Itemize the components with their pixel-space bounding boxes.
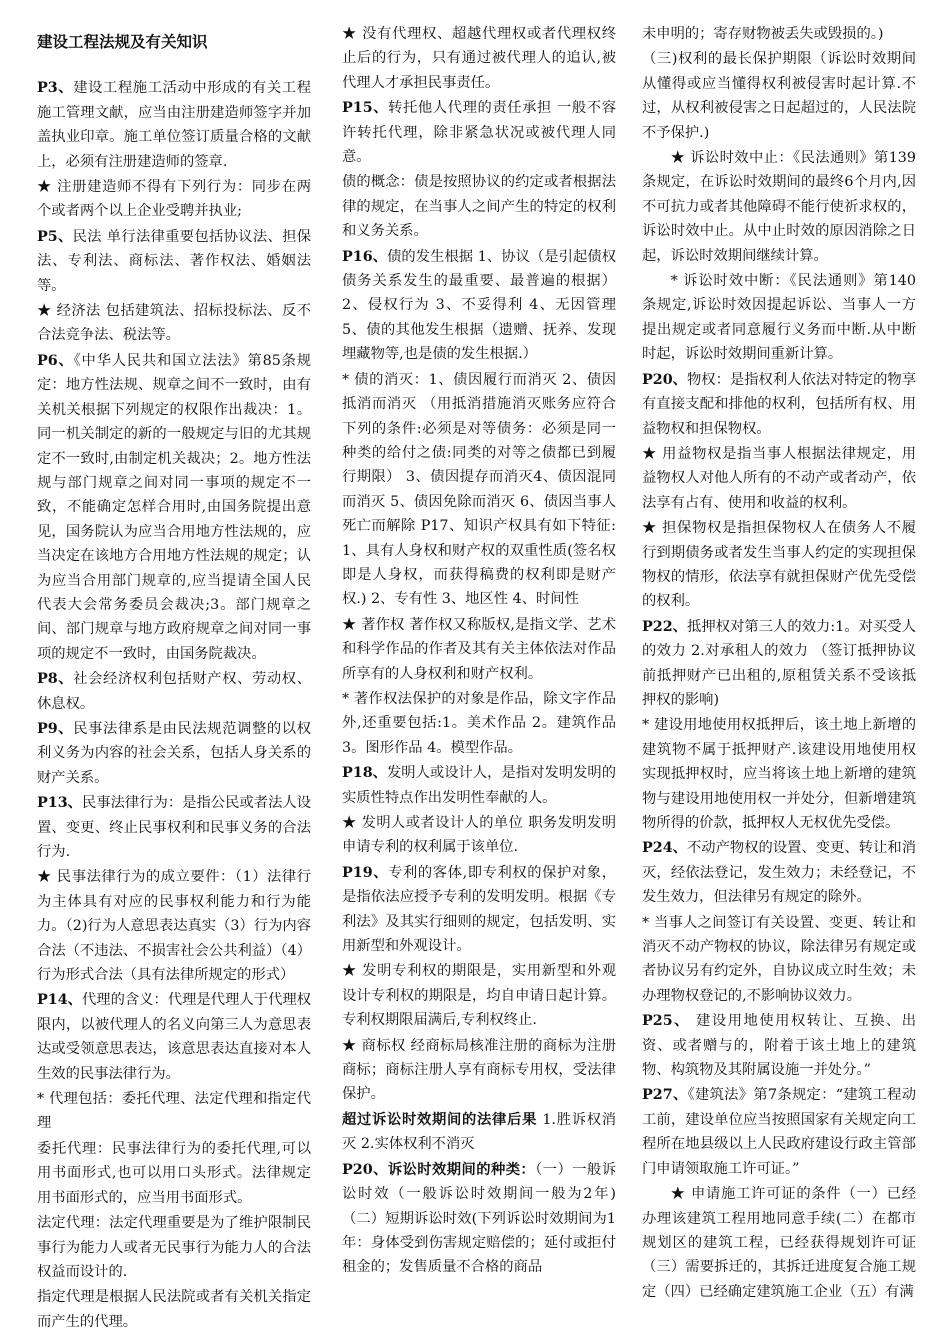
para-lead: P19、 xyxy=(342,864,389,881)
paragraph xyxy=(37,1285,311,1334)
paragraph xyxy=(642,146,916,268)
para-text: 发明人或设计人，是指对发明发明的实质性特点作出发明性奉献的人。 xyxy=(342,765,616,806)
para-text: （一）一般诉讼时效（一般诉讼时效期间一般为2年)（二）短期诉讼时效(下列诉讼时效期间为1年：身体受到伤害规定赔偿的；延付或拒付租金的；发售质量不合格的商品 xyxy=(342,1161,616,1276)
paragraph xyxy=(342,368,616,612)
paragraph xyxy=(37,988,311,1086)
paragraph xyxy=(342,170,616,243)
paragraph xyxy=(37,667,311,716)
para-text: 社会经济权利包括财产权、劳动权、休息权。 xyxy=(37,671,311,712)
para-text: 民事法律行为：是指公民或者法人设置、变更、终止民事权利和民事义务的合法行为. xyxy=(37,795,311,860)
para-lead: P24、 xyxy=(642,840,687,857)
para-lead: P16、 xyxy=(342,248,388,265)
paragraph xyxy=(642,1083,916,1181)
para-lead: P20、诉讼时效期间的种类： xyxy=(342,1161,536,1178)
para-text: 法定代理：法定代理重要是为了维护限制民事行为能力人或者无民事行为能力人的合法权益而设计的. xyxy=(37,1215,311,1280)
paragraph xyxy=(37,865,311,987)
para-text: 《建筑法》第7条规定：“建筑工程动工前，建设单位应当按照国家有关规定向工程所在地县级以上人民政府建设行政主管部门申请领取施工许可证。” xyxy=(642,1087,916,1177)
paragraph xyxy=(342,959,616,1032)
paragraph xyxy=(642,22,916,46)
paragraph xyxy=(342,861,616,959)
para-text: ★ 诉讼时效中止：《民法通则》第139条规定，在诉讼时效期间的最终6个月内,因不可抗力或者其他障碍不能行使祈求权的，诉讼时效中止。从中止时效的原因消除之日起，诉讼时效期间继续计算。 xyxy=(642,150,916,264)
para-text: 指定代理是根据人民法院或者有关机关指定而产生的代理。 xyxy=(37,1289,311,1330)
para-text: * 著作权法保护的对象是作品，除文字作品外,还重要包括:1。美术作品 2。建筑作品 3。图形作品 4。模型作品。 xyxy=(342,690,616,756)
paragraph xyxy=(642,368,916,441)
para-text: 民事法律系是由民法规范调整的以权利义务为内容的社会关系，包括人身关系的财产关系。 xyxy=(37,720,311,786)
para-lead: P25、 xyxy=(642,1013,690,1030)
column-1 xyxy=(37,22,311,1335)
paragraph xyxy=(342,245,616,367)
paragraph xyxy=(37,299,311,348)
paragraph xyxy=(342,687,616,760)
para-text: ★ 民事法律行为的成立要件：（1）法律行为主体具有对应的民事权利能力和行为能力。（2)行为人意思表达真实（3）行为内容合法（不违法、不损害社会公共利益）（4）行为形式合法（具有法律所规定的形式） xyxy=(37,869,311,984)
para-lead: P18、 xyxy=(342,765,387,782)
paragraph xyxy=(37,225,311,298)
paragraph xyxy=(37,791,311,864)
para-lead: P20、 xyxy=(642,371,687,388)
paragraph xyxy=(642,1009,916,1082)
paragraph xyxy=(342,96,616,169)
para-text: ★ 担保物权是指担保物权人在债务人不履行到期债务或者发生当事人约定的实现担保物权的情形，依法享有就担保财产优先受偿的权利。 xyxy=(642,520,916,610)
para-text: ★ 发明人或者设计人的单位 职务发明发明申请专利的权利属于该单位. xyxy=(342,815,616,856)
paragraph xyxy=(37,1087,311,1136)
para-lead: P5、 xyxy=(37,228,73,245)
para-lead: P27、 xyxy=(642,1087,688,1104)
para-text: * 当事人之间签订有关设置、变更、转让和消灭不动产物权的协议，除法律另有规定或者协议另有约定外，自协议成立时生效；未办理物权登记的,不影响协议效力。 xyxy=(642,914,916,1004)
para-text: ★ 注册建造师不得有下列行为：同步在两个或者两个以上企业受聘并执业; xyxy=(37,179,311,220)
column-3 xyxy=(642,22,916,1305)
paragraph xyxy=(642,516,916,614)
para-text: 债的概念：债是按照协议的约定或者根据法律的规定，在当事人之间产生的特定的权利和义务关系。 xyxy=(342,174,616,240)
para-lead: P15、 xyxy=(342,100,389,117)
para-text: 不动产物权的设置、变更、转让和消灭，经依法登记，发生效力；未经登记，不发生效力，但法律另有规定的除外。 xyxy=(642,840,916,906)
para-lead: P6、 xyxy=(37,352,74,369)
para-text: 1.胜诉权消灭 2.实体权利不消灭 xyxy=(342,1111,616,1153)
paragraph xyxy=(642,47,916,145)
document-title: 建设工程法规及有关知识 xyxy=(37,32,208,51)
para-lead: 超过诉讼时效期间的法律后果 xyxy=(342,1111,538,1128)
para-lead: P13、 xyxy=(37,795,82,812)
para-lead: P8、 xyxy=(37,671,74,688)
paragraph xyxy=(37,349,311,666)
paragraph xyxy=(37,1211,311,1284)
paragraph xyxy=(37,717,311,790)
paragraph xyxy=(342,22,616,95)
para-text: 债的发生根据 1、协议（是引起债权债务关系发生的最重要、最普遍的根据）2、侵权行为 3、不妥得利 4、无因管理 5、债的其他发生根据（遗赠、抚养、发现埋藏物等,也是债的发生根据.） xyxy=(342,248,617,363)
para-text: ★ 商标权 经商标局核准注册的商标为注册商标；商标注册人享有商标专用权，受法律保护。 xyxy=(342,1037,616,1103)
para-text: 专利的客体,即专利权的保护对象，是指依法应授予专利的发明发明。根据《专利法》及其实行细则的规定，包括发明、实用新型和外观设计。 xyxy=(342,864,616,955)
paragraph xyxy=(37,76,311,174)
paragraph xyxy=(642,713,916,835)
paragraph xyxy=(37,175,311,224)
para-text: ★ 著作权 著作权又称版权,是指文学、艺术和科学作品的作者及其有关主体依法对作品所享有的人身权利和财产权利。 xyxy=(342,616,616,682)
para-text: 建设用地使用权转让、互换、出资、或者赠与的，附着于该土地上的建筑物、构筑物及其附属设施一并处分。” xyxy=(642,1013,917,1079)
para-text: （三)权利的最长保护期限（诉讼时效期间从懂得或应当懂得权利被侵害时起计算.不过，从权利被侵害之日起超过的，人民法院不予保护.) xyxy=(642,51,916,141)
paragraph xyxy=(342,1034,616,1107)
paragraph xyxy=(642,836,916,909)
paragraph xyxy=(642,442,916,515)
para-text: 代理的含义：代理是代理人于代理权限内，以被代理人的名义向第三人为意思表达或受领意思表达，该意思表达直接对本人生效的民事法律行为。 xyxy=(37,992,311,1082)
para-text: ★ 用益物权是指当事人根据法律规定，用益物权人对他人所有的不动产或者动产，依法享有占有、使用和收益的权利。 xyxy=(642,445,916,511)
para-text: 物权：是指权利人依法对特定的物享有直接支配和排他的权利，包括所有权、用益物权和担保物权。 xyxy=(642,371,916,437)
para-text: ★ 没有代理权、超越代理权或者代理权终止后的行为，只有通过被代理人的追认,被代理人才承担民事责任。 xyxy=(342,26,616,91)
column-2 xyxy=(342,22,616,1281)
para-text: 《中华人民共和国立法法》第85条规定：地方性法规、规章之间不一致时，由有关机关根据下列规定的权限作出裁决：1。同一机关制定的新的一般规定与旧的尤其规定不一致时,由制定机关裁决；2。地方性法规与部门规章之间对同一事项的规定不一致，不能确定怎样合用时,由国务院提出意见，国务院认为应当合用地方性法规的，应当决定在该地方合用地方性法规的规定；认为应当合用部门规章的,应当提请全国人民代表大会常务委员会裁决;3。部门规章之间、部门规章与地方政府规章之间对同一事项的规定不一致时，由国务院裁决。 xyxy=(37,352,311,662)
para-lead: P22、 xyxy=(642,618,688,635)
paragraph xyxy=(342,811,616,860)
paragraph xyxy=(642,269,916,367)
para-text: 建设工程施工活动中形成的有关工程施工管理文献，应当由注册建造师签字并加盖执业印章。施工单位签订质量合格的文献上，必须有注册建造师的签章. xyxy=(37,80,311,170)
para-text: 转托他人代理的责任承担 一般不容许转托代理，除非紧急状况或被代理人同意。 xyxy=(342,100,616,166)
para-lead: P14、 xyxy=(37,992,82,1009)
paragraph xyxy=(342,761,616,810)
para-text: * 债的消灭：1、债因履行而消灭 2、债因抵消而消灭 （用抵消措施消灭账务应符合下列的条件:必须是对等债务：必须是同一种类的给付之债:同类的对等之债都已到履行期限） 3、债因提存而消灭4、债因混同而消灭 5、债因免除而消灭 6、债因当事人死亡而解除 P17、知识产权具有如下特征:1、具有人身权和财产权的双重性质(签名权即是人身权，而获得稿费的权利即是财产权.) 2、专有性 3、地区性 4、时间性 xyxy=(342,371,616,608)
para-text: ★ 经济法 包括建筑法、招标投标法、反不合法竞争法、税法等。 xyxy=(37,303,311,344)
para-text: 抵押权对第三人的效力:1。对买受人的效力 2.对承租人的效力 （签订抵押协议前抵押财产已出租的,原租赁关系不受该抵押权的影响) xyxy=(642,618,916,708)
paragraph xyxy=(342,1158,616,1280)
para-text: 委托代理：民事法律行为的委托代理,可以用书面形式,也可以用口头形式。法律规定用书面形式的，应当用书面形式。 xyxy=(37,1140,311,1206)
para-text: ★ 发明专利权的期限是，实用新型和外观设计专利权的期限是，均自申请日起计算。专利权期限届满后,专利权终止. xyxy=(342,963,616,1029)
para-text: ★ 申请施工许可证的条件（一）已经办理该建筑工程用地同意手续(二）在都市规划区的建筑工程，已经获得规划许可证（三）需要拆迁的，其拆迁进度复合施工规定（四）已经确定建筑施工企业（五）有满 xyxy=(642,1186,916,1300)
paragraph xyxy=(37,1137,311,1210)
para-text: * 建设用地使用权抵押后，该土地上新增的建筑物不属于抵押财产.该建设用地使用权实现抵押权时，应当将该土地上新增的建筑物与建设用地使用权一并处分，但新增建筑物所得的价款，抵押权人无权优先受偿。 xyxy=(642,717,916,831)
para-text: 民法 单行法律重要包括协议法、担保法、专利法、商标法、著作权法、婚姻法等。 xyxy=(37,228,312,294)
paragraph xyxy=(342,1108,616,1157)
paragraph xyxy=(642,1182,916,1304)
paragraph xyxy=(642,615,916,713)
para-lead: P9、 xyxy=(37,720,74,737)
paragraph xyxy=(642,911,916,1009)
para-text: 未申明的；寄存财物被丢失或毁损的。) xyxy=(642,26,884,42)
para-text: * 代理包括：委托代理、法定代理和指定代理 xyxy=(37,1091,311,1132)
para-text: * 诉讼时效中断：《民法通则》第140条规定,诉讼时效因提起诉讼、当事人一方提出规定或者同意履行义务而中断.从中断时起，诉讼时效期间重新计算。 xyxy=(642,273,916,363)
para-lead: P3、 xyxy=(37,80,74,97)
paragraph xyxy=(342,613,616,686)
